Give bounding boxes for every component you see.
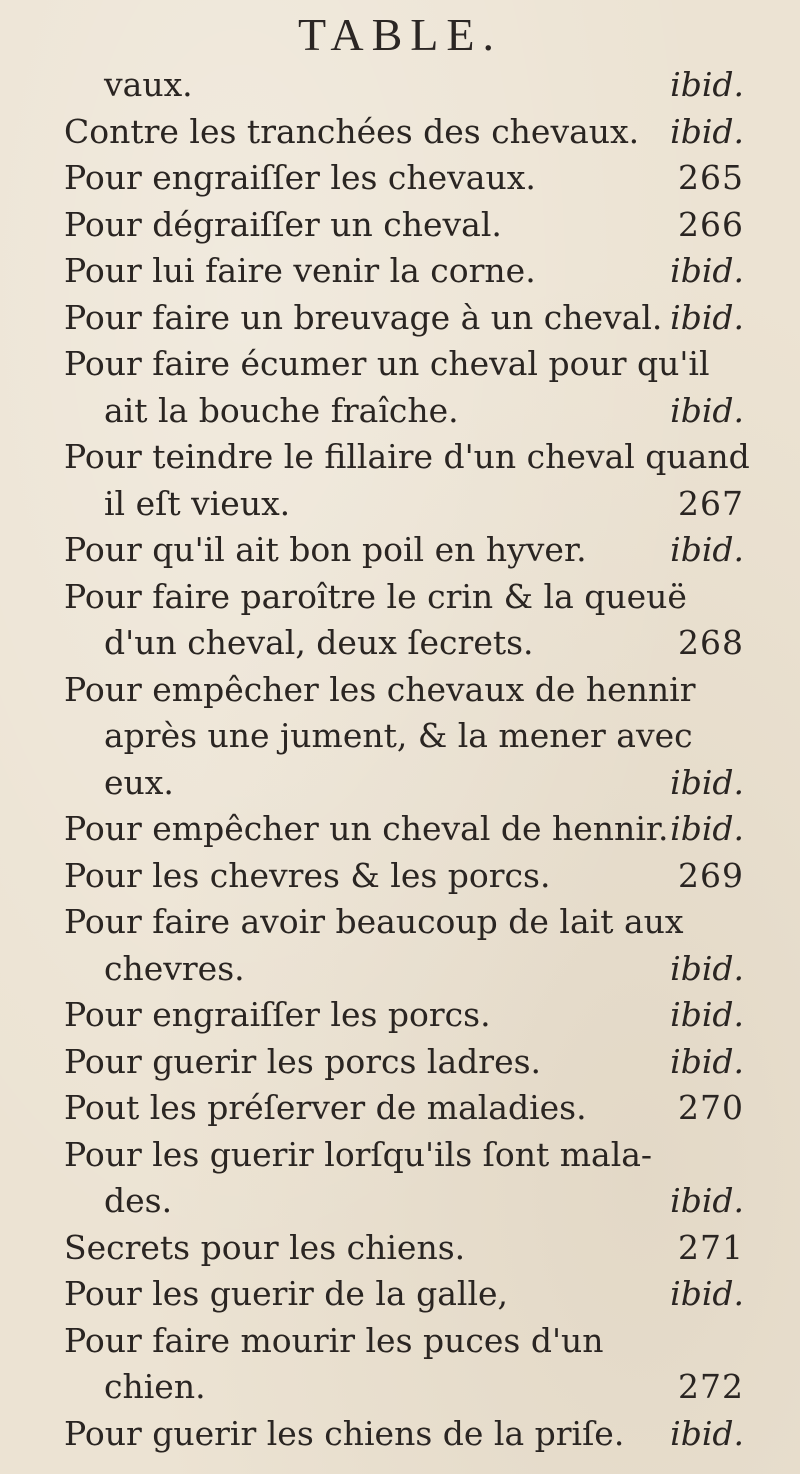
index-entry: [0, 248, 800, 295]
entry-page-ref: ibid.: [670, 762, 744, 802]
index-entry: [0, 899, 800, 946]
entry-text: d'un cheval, deux ſecrets.: [104, 623, 534, 662]
index-entry: [0, 1085, 800, 1132]
index-entry: [0, 388, 800, 435]
entry-text: Pour guerir les porcs ladres.: [64, 1041, 542, 1081]
index-entry: [0, 1039, 800, 1086]
entry-text: il eſt vieux.: [104, 483, 291, 523]
entry-page-ref: 272: [678, 1367, 744, 1406]
index-entry: [0, 202, 800, 249]
entry-text: Pour faire écumer un cheval pour qu'il: [64, 344, 710, 383]
entry-page-ref: ibid.: [670, 251, 744, 290]
entry-text: Pour les guerir de la galle,: [64, 1274, 509, 1313]
entry-text: après une jument, & la mener avec: [104, 716, 693, 755]
entry-text: Contre les tranchées des chevaux.: [64, 111, 640, 151]
entry-text: chevres.: [104, 948, 245, 988]
index-entry: [0, 760, 800, 807]
index-entry: [0, 1364, 800, 1411]
entry-page-ref: 266: [678, 204, 744, 244]
entry-text: Pour engraiſſer les chevaux.: [64, 158, 536, 197]
entry-page-ref: ibid.: [670, 1274, 744, 1313]
index-entry: [0, 434, 800, 481]
entry-page-ref: 269: [678, 855, 744, 895]
entry-text: chien.: [104, 1367, 206, 1406]
entry-text: Pour faire avoir beaucoup de lait aux: [64, 902, 684, 941]
index-entry: [0, 853, 800, 900]
index-entry: [0, 1132, 800, 1179]
index-entry: [0, 527, 800, 574]
entry-text: Pour lui faire venir la corne.: [64, 251, 536, 290]
index-entry: [0, 341, 800, 388]
entry-text: Pour empêcher les chevaux de hennir: [64, 669, 696, 709]
entry-text: Pour teindre le fillaire d'un cheval quand: [64, 437, 750, 476]
index-entry: [0, 481, 800, 528]
index-entry: [0, 1318, 800, 1365]
index-entry: [0, 155, 800, 202]
entry-text: Pour dégraiſſer un cheval.: [64, 204, 502, 244]
index-entry: [0, 1271, 800, 1318]
entry-text: vaux.: [104, 65, 193, 104]
index-entry: [0, 713, 800, 760]
entry-page-ref: 271: [678, 1227, 744, 1267]
entry-page-ref: 268: [678, 623, 744, 662]
entry-text: Pout les préſerver de maladies.: [64, 1088, 587, 1127]
entry-page-ref: 267: [678, 483, 744, 523]
index-entry: [0, 1411, 800, 1458]
entry-page-ref: ibid.: [670, 1181, 744, 1220]
entry-text: ait la bouche fraîche.: [104, 390, 459, 430]
index-entry: [0, 946, 800, 993]
entry-text: Pour faire un breuvage à un cheval.: [64, 297, 663, 337]
entry-page-ref: ibid.: [670, 111, 744, 151]
index-entry: [0, 109, 800, 156]
entry-text: Pour faire paroître le crin & la queuë: [64, 576, 687, 616]
index-entry: [0, 992, 800, 1039]
index-entry: [0, 667, 800, 714]
entry-page-ref: ibid.: [670, 948, 744, 988]
index-entry: [0, 62, 800, 109]
entry-text: Pour engraiſſer les porcs.: [64, 995, 491, 1034]
entry-page-ref: ibid.: [670, 297, 744, 337]
entry-page-ref: ibid.: [670, 1413, 744, 1453]
index-entry: [0, 1225, 800, 1272]
entry-page-ref: ibid.: [670, 65, 744, 104]
entry-text: Pour les chevres & les porcs.: [64, 855, 551, 895]
entry-text: Pour empêcher un cheval de hennir.: [64, 809, 669, 848]
index-entry: [0, 574, 800, 621]
entry-page-ref: ibid.: [670, 809, 744, 848]
entry-text: Pour qu'il ait bon poil en hyver.: [64, 530, 587, 569]
entry-page-ref: 265: [678, 158, 744, 197]
entry-text: Pour faire mourir les puces d'un: [64, 1320, 604, 1360]
index-entry: [0, 620, 800, 667]
entry-text: eux.: [104, 762, 174, 802]
entry-page-ref: 270: [678, 1088, 744, 1127]
index-entry: [0, 1178, 800, 1225]
page-header: TABLE.: [297, 9, 502, 60]
index-entry: [0, 295, 800, 342]
entry-text: Secrets pour les chiens.: [64, 1227, 466, 1267]
entry-page-ref: ibid.: [670, 995, 744, 1034]
entry-text: Pour les guerir lorſqu'ils ſont mala-: [64, 1134, 653, 1174]
entry-text: des.: [104, 1181, 173, 1220]
index-entry: [0, 806, 800, 853]
entry-page-ref: ibid.: [670, 1041, 744, 1081]
entry-page-ref: ibid.: [670, 530, 744, 569]
entry-page-ref: ibid.: [670, 390, 744, 430]
entry-text: Pour guerir les chiens de la priſe.: [64, 1413, 625, 1453]
